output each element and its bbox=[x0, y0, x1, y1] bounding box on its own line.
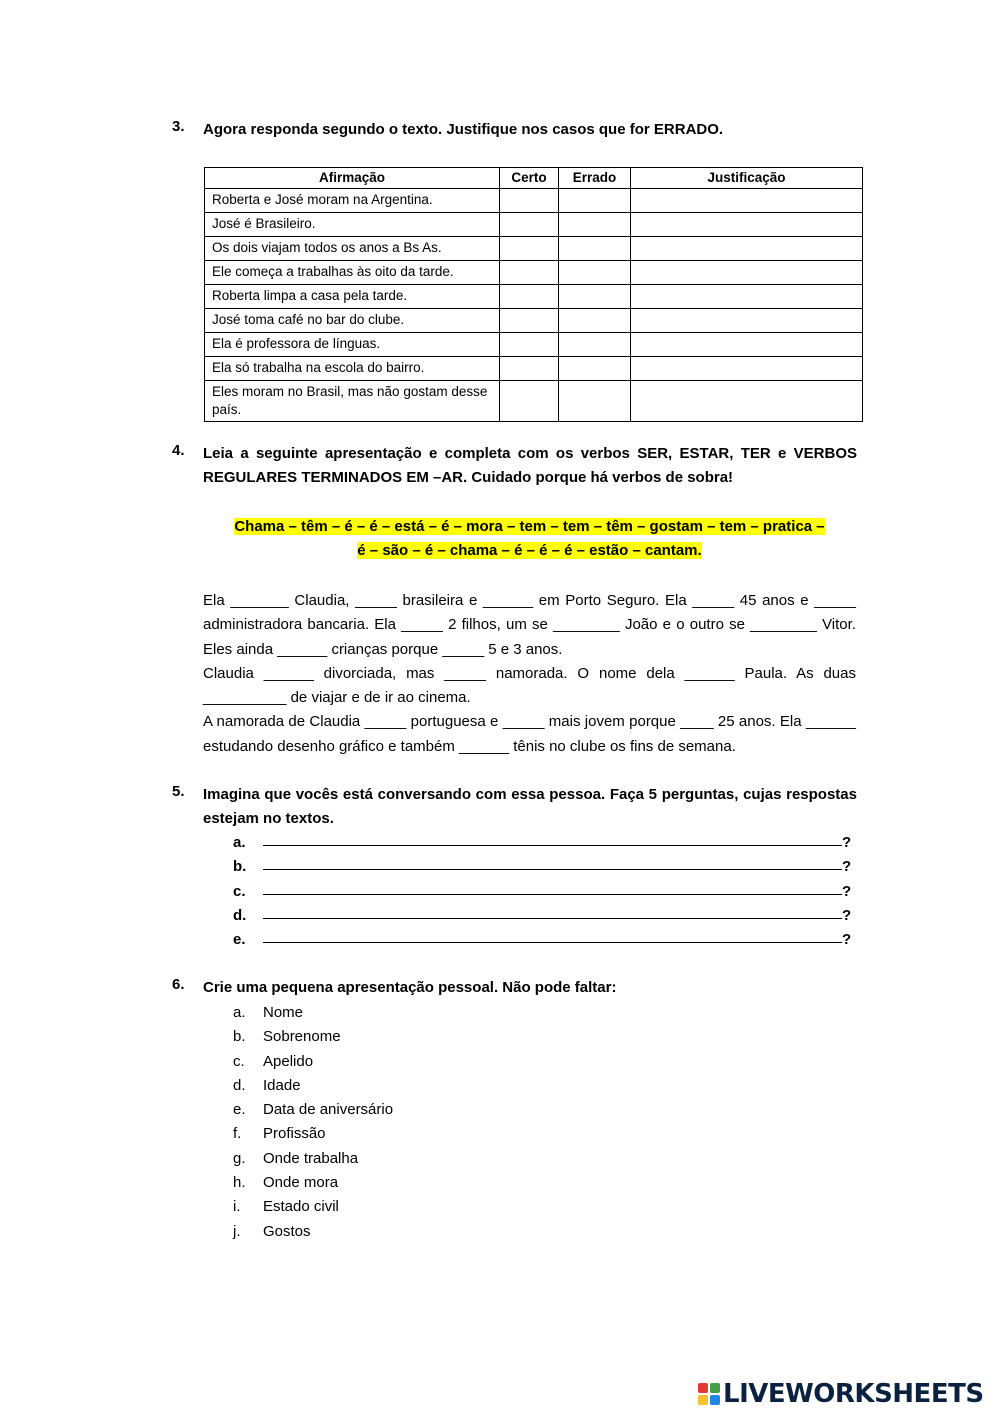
statement-cell: Roberta e José moram na Argentina. bbox=[205, 189, 500, 213]
table-row bbox=[205, 357, 863, 381]
answer-label: c. bbox=[233, 882, 246, 900]
certo-cell[interactable] bbox=[500, 381, 559, 422]
question-number: 6. bbox=[172, 976, 185, 993]
answer-blank[interactable] bbox=[263, 928, 842, 943]
answer-line bbox=[233, 928, 858, 952]
list-item-text: Onde trabalha bbox=[263, 1149, 359, 1167]
answer-line bbox=[233, 904, 858, 928]
statement-cell: José é Brasileiro. bbox=[205, 213, 500, 237]
answer-line bbox=[233, 855, 858, 879]
certo-cell[interactable] bbox=[500, 237, 559, 261]
statements-table bbox=[204, 167, 863, 422]
question-text: Imagina que vocês está conversando com essa pessoa. Faça 5 perguntas, cujas respostas estejam no textos. bbox=[203, 786, 857, 827]
justificacao-cell[interactable] bbox=[631, 357, 863, 381]
statement-cell: Roberta limpa a casa pela tarde. bbox=[205, 285, 500, 309]
statement-cell: Os dois viajam todos os anos a Bs As. bbox=[205, 237, 500, 261]
question-6 bbox=[172, 976, 857, 1000]
justificacao-cell[interactable] bbox=[631, 381, 863, 422]
justificacao-cell[interactable] bbox=[631, 309, 863, 333]
answer-label: b. bbox=[233, 858, 247, 876]
errado-cell[interactable] bbox=[559, 237, 631, 261]
question-number: 3. bbox=[172, 118, 185, 135]
question-number: 5. bbox=[172, 783, 185, 800]
question-3 bbox=[172, 118, 857, 142]
certo-cell[interactable] bbox=[500, 189, 559, 213]
header-afirmacao: Afirmação bbox=[205, 168, 500, 189]
list-item-label: j. bbox=[233, 1222, 241, 1240]
question-mark: ? bbox=[842, 882, 852, 900]
question-mark: ? bbox=[842, 834, 852, 851]
question-text: Agora responda segundo o texto. Justifique nos casos que for ERRADO. bbox=[203, 121, 724, 138]
passage-paragraph: Ela _______ Claudia, _____ brasileira e ______ em Porto Seguro. Ela _____ 45 anos e _____ administradora bancaria. Ela _____ 2 filhos, um se ________ João e o outro se ________ Vitor. Eles ainda ______ crianças porque _____ 5 e 3 anos. bbox=[203, 592, 856, 658]
table-row bbox=[205, 213, 863, 237]
certo-cell[interactable] bbox=[500, 261, 559, 285]
word-bank-line: Chama – têm – é – é – está – é – mora – tem – tem – têm – gostam – tem – pratica – bbox=[234, 518, 825, 535]
logo-text: LIVEWORKSHEETS bbox=[723, 1379, 984, 1409]
logo-tile bbox=[710, 1395, 720, 1405]
list-item-text: Onde mora bbox=[263, 1174, 339, 1192]
list-item-text: Gostos bbox=[263, 1222, 311, 1240]
list-item-label: g. bbox=[233, 1149, 246, 1167]
table-row bbox=[205, 285, 863, 309]
answer-line bbox=[233, 880, 858, 904]
answer-blank[interactable] bbox=[263, 904, 842, 919]
table-header-row bbox=[205, 168, 863, 189]
question-answer-lines bbox=[233, 831, 858, 952]
list-item-label: c. bbox=[233, 1052, 245, 1070]
errado-cell[interactable] bbox=[559, 261, 631, 285]
list-item-label: f. bbox=[233, 1125, 242, 1143]
answer-label: e. bbox=[233, 931, 246, 949]
passage-paragraph: A namorada de Claudia _____ portuguesa e _____ mais jovem porque ____ 25 anos. Ela ______ estudando desenho gráfico e também ______ tênis no clube os fins de semana. bbox=[203, 713, 856, 755]
statement-cell: José toma café no bar do clube. bbox=[205, 309, 500, 333]
logo-icon bbox=[698, 1383, 720, 1405]
list-item-label: e. bbox=[233, 1101, 246, 1119]
table-row bbox=[205, 261, 863, 285]
errado-cell[interactable] bbox=[559, 381, 631, 422]
question-mark: ? bbox=[842, 858, 852, 876]
list-item-label: b. bbox=[233, 1028, 246, 1046]
word-bank-line: é – são – é – chama – é – é – é – estão – cantam. bbox=[357, 542, 702, 559]
answer-line bbox=[233, 831, 858, 855]
errado-cell[interactable] bbox=[559, 189, 631, 213]
fill-in-passage bbox=[203, 589, 856, 759]
header-errado: Errado bbox=[559, 168, 631, 189]
logo-tile bbox=[698, 1395, 708, 1405]
header-certo: Certo bbox=[500, 168, 559, 189]
question-text: Crie uma pequena apresentação pessoal. Não pode faltar: bbox=[203, 979, 617, 996]
answer-label: d. bbox=[233, 906, 247, 924]
statement-cell: Ele começa a trabalhas às oito da tarde. bbox=[205, 261, 500, 285]
statement-cell: Ela só trabalha na escola do bairro. bbox=[205, 357, 500, 381]
certo-cell[interactable] bbox=[500, 333, 559, 357]
justificacao-cell[interactable] bbox=[631, 285, 863, 309]
table-row bbox=[205, 189, 863, 213]
list-item-label: d. bbox=[233, 1076, 246, 1094]
list-item-label: i. bbox=[233, 1198, 241, 1216]
certo-cell[interactable] bbox=[500, 285, 559, 309]
list-item-label: h. bbox=[233, 1174, 246, 1192]
statement-cell: Eles moram no Brasil, mas não gostam desse país. bbox=[205, 381, 500, 422]
question-mark: ? bbox=[842, 906, 852, 924]
passage-paragraph: Claudia ______ divorciada, mas _____ namorada. O nome dela ______ Paula. As duas __________ de viajar e de ir ao cinema. bbox=[203, 664, 856, 707]
header-justificacao: Justificação bbox=[631, 168, 863, 189]
justificacao-cell[interactable] bbox=[631, 261, 863, 285]
list-item-text: Estado civil bbox=[263, 1198, 339, 1216]
liveworksheets-logo bbox=[698, 1378, 984, 1410]
list-item-text: Profissão bbox=[263, 1125, 326, 1143]
justificacao-cell[interactable] bbox=[631, 189, 863, 213]
statement-cell: Ela é professora de línguas. bbox=[205, 333, 500, 357]
certo-cell[interactable] bbox=[500, 357, 559, 381]
question-mark: ? bbox=[842, 931, 852, 949]
logo-tile bbox=[698, 1383, 708, 1393]
errado-cell[interactable] bbox=[559, 309, 631, 333]
question-5 bbox=[172, 783, 857, 831]
answer-blank[interactable] bbox=[263, 880, 842, 895]
question-number: 4. bbox=[172, 442, 185, 459]
certo-cell[interactable] bbox=[500, 309, 559, 333]
errado-cell[interactable] bbox=[559, 285, 631, 309]
answer-blank[interactable] bbox=[263, 831, 842, 846]
answer-blank[interactable] bbox=[263, 855, 842, 870]
table-row bbox=[205, 309, 863, 333]
list-item-label: a. bbox=[233, 1004, 246, 1021]
list-item-text: Idade bbox=[263, 1076, 301, 1094]
question-text: Leia a seguinte apresentação e completa com os verbos SER, ESTAR, TER e VERBOS REGULARES TERMINADOS EM –AR. Cuidado porque há verbos de sobra! bbox=[203, 445, 857, 486]
errado-cell[interactable] bbox=[559, 213, 631, 237]
errado-cell[interactable] bbox=[559, 357, 631, 381]
list-item-text: Data de aniversário bbox=[263, 1101, 394, 1119]
justificacao-cell[interactable] bbox=[631, 237, 863, 261]
certo-cell[interactable] bbox=[500, 213, 559, 237]
word-bank bbox=[203, 515, 856, 563]
list-item-text: Nome bbox=[263, 1004, 304, 1021]
list-item-text: Sobrenome bbox=[263, 1028, 341, 1046]
errado-cell[interactable] bbox=[559, 333, 631, 357]
list-item-text: Apelido bbox=[263, 1052, 314, 1070]
justificacao-cell[interactable] bbox=[631, 333, 863, 357]
answer-label: a. bbox=[233, 834, 246, 851]
table-row bbox=[205, 237, 863, 261]
table-row bbox=[205, 333, 863, 357]
justificacao-cell[interactable] bbox=[631, 213, 863, 237]
table-row bbox=[205, 381, 863, 422]
logo-tile bbox=[710, 1383, 720, 1393]
question-4 bbox=[172, 442, 857, 490]
